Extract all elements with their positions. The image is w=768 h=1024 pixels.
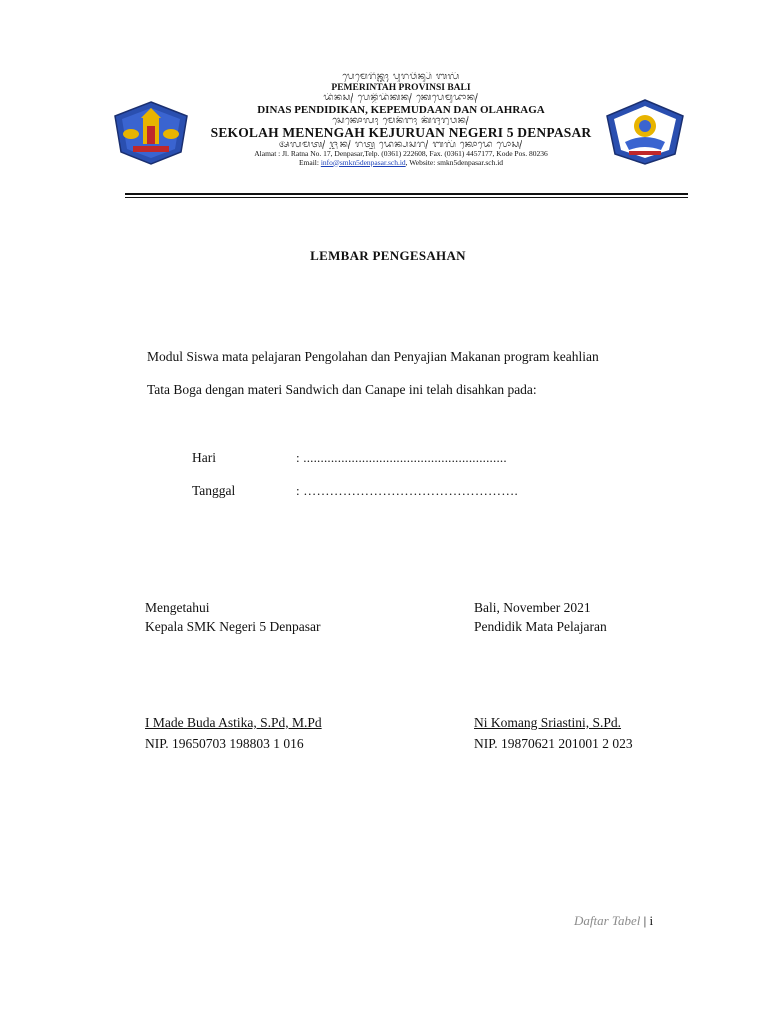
letterhead-rule [125,193,688,195]
school-address: Alamat : Jl. Ratna No. 17, Denpasar,Telp. (0361) 222608, Fax. (0361) 4457177, Kode Pos. 80236 [254,149,548,158]
school-emblem [605,98,685,166]
balinese-script-line: ᬧᬾᬫᬾᬭᬶᬦ᭄ᬢᬄ ᬧᬸᬭᬯᬶᬦ᭄ᬲᬶ ᬩᬮᬶ [342,72,460,82]
balinese-script-line: ᬲᬾᬓᭀᬮᬄ ᬫᬾᬦᭂᬗᬄ ᬓᭂᬚᬸᬭᬸᬯᬦ᭄ [332,115,470,125]
email-link[interactable]: info@smkn5denpasar.sch.id [320,157,406,167]
page-title: LEMBAR PENGESAHAN [310,248,466,263]
field-label-hari: Hari [192,450,216,465]
government-name: PEMERINTAH PROVINSI BALI [331,82,471,93]
website-text: , Website: smkn5denpasar.sch.id [405,157,504,167]
right-signatory-nip: NIP. 19870621 201001 2 023 [474,736,633,751]
left-signatory-nip: NIP. 19650703 198803 1 016 [145,736,304,751]
paragraph-line: Modul Siswa mata pelajaran Pengolahan dan Penyajian Makanan program keahlian [147,349,599,364]
field-value-hari: : ........................................................... [296,450,507,465]
page-footer [574,913,653,929]
letterhead-text [203,72,599,166]
left-sign-line-1: Mengetahui [145,600,210,615]
field-label-tanggal: Tanggal [192,483,236,498]
department-name: DINAS PENDIDIKAN, KEPEMUDAAN DAN OLAHRAGA [257,103,545,116]
email-label: Email: [298,157,321,167]
right-sign-line-1: Bali, November 2021 [474,600,591,615]
school-contact [203,159,599,167]
right-sign-line-2: Pendidik Mata Pelajaran [474,619,607,634]
school-name: SEKOLAH MENENGAH KEJURUAN NEGERI 5 DENPASAR [210,125,592,140]
left-signatory-name: I Made Buda Astika, S.Pd, M.Pd [145,715,322,730]
balinese-script-line: ᬅᬮᬫᬢ᭄ ᬚ᭄ᬮᬦ᭄ ᬭᬢ᭄ᬦ ᬤᬾᬦ᭄ᬧᬲᬭ᭄ ᬩᬮᬶ ᬓᭀᬤᬾ ᬧᭀᬲ᭄ [279,139,523,149]
field-value-tanggal: : …………………………………………. [296,483,518,498]
right-signatory-name: Ni Komang Sriastini, S.Pd. [474,715,622,730]
balinese-script-line: ᬤᬶᬦᬲ᭄ ᬧᬾᬦ᭄ᬤᬶᬤᬶᬓᬦ᭄ ᬓᬾᬧᬾᬫᬸᬤᬵᬦ᭄ [323,93,479,103]
letterhead-rule-thin [125,197,688,198]
page-number: i [649,913,654,928]
left-sign-line-2: Kepala SMK Negeri 5 Denpasar [145,619,321,634]
footer-separator: | [643,913,647,928]
letterhead [105,72,688,200]
footer-section-label: Daftar Tabel [574,913,641,928]
paragraph-line: Tata Boga dengan materi Sandwich dan Canape ini telah disahkan pada: [147,382,537,397]
bali-province-emblem [113,100,189,166]
